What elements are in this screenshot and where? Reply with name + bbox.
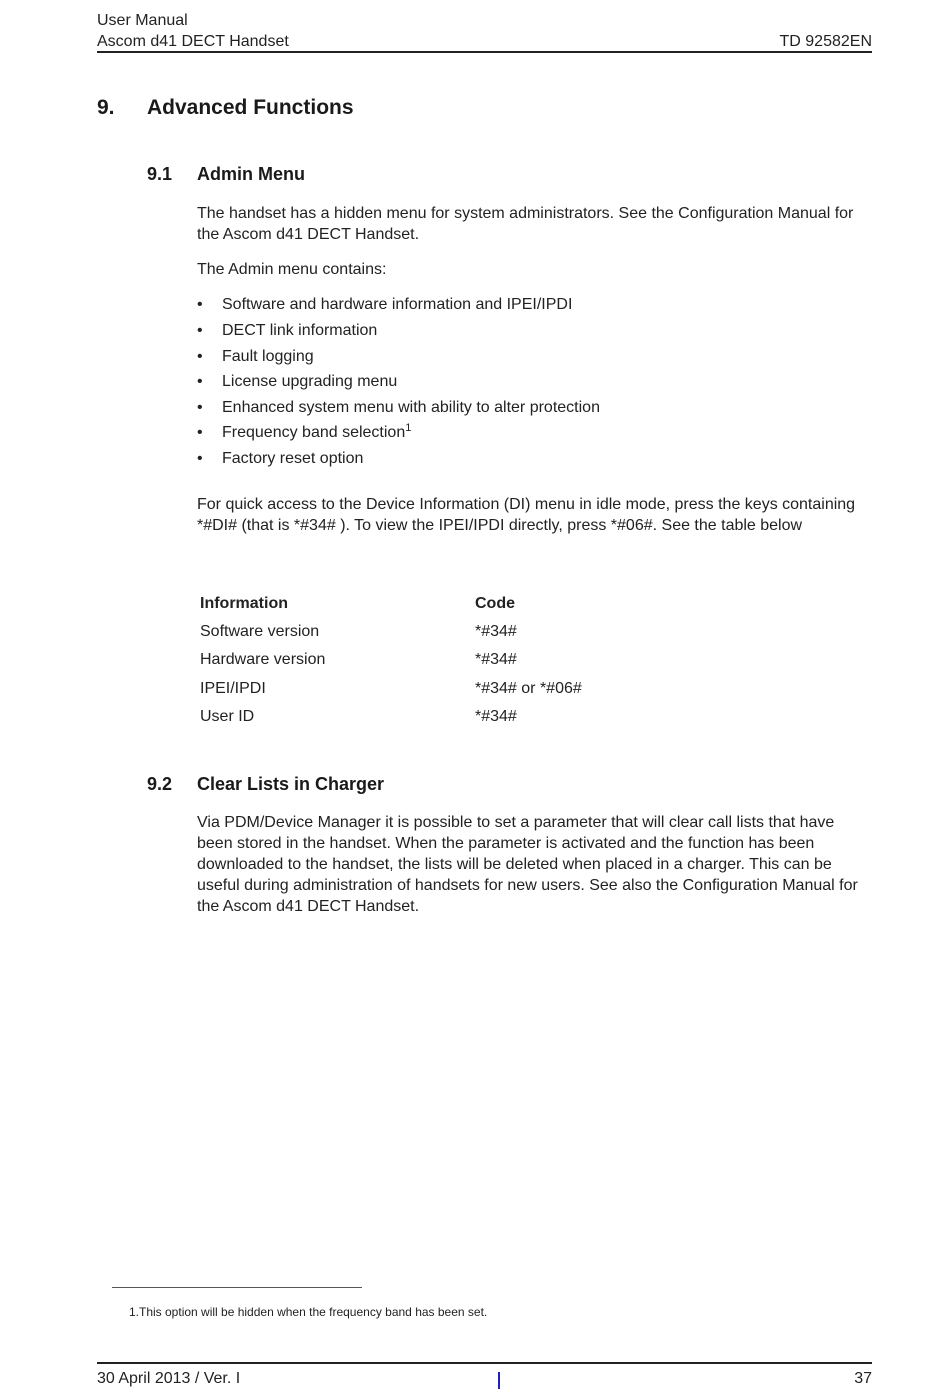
table-header-information: Information <box>200 595 288 612</box>
footnote-reference[interactable]: 1 <box>405 422 412 434</box>
section-1-list-intro: The Admin menu contains: <box>197 261 387 278</box>
footer-date-version: 30 April 2013 / Ver. I <box>97 1370 241 1387</box>
section-2-paragraph: Via PDM/Device Manager it is possible to set a parameter that will clear call lists that have been stored in the handset. When the parameter is activated and the function has been downloaded to the handset, the lists will be deleted when placed in a charger. This can be useful during administration of handsets for new users. See also the Configuration Manual for the Ascom d41 DECT Handset. <box>197 814 858 915</box>
bullet-icon: • <box>197 450 203 467</box>
header-product: Ascom d41 DECT Handset <box>97 33 289 50</box>
header-rule <box>97 51 872 53</box>
footnote-separator <box>112 1287 362 1288</box>
table-cell-code: *#34# <box>475 651 517 668</box>
footer-rule <box>97 1362 872 1364</box>
table-cell-information: IPEI/IPDI <box>200 680 266 697</box>
table-cell-code: *#34# or *#06# <box>475 680 582 697</box>
section-2-number: 9.2 <box>147 774 173 794</box>
bullet-icon: • <box>197 424 203 441</box>
section-1-number: 9.1 <box>147 164 173 184</box>
section-1-title: Admin Menu <box>197 164 305 184</box>
section-1-intro: The handset has a hidden menu for system administrators. See the Configuration Manual for the Ascom d41 DECT Handset. <box>197 205 854 243</box>
table-cell-code: *#34# <box>475 623 517 640</box>
header-title: User Manual <box>97 12 188 29</box>
text-cursor <box>498 1372 500 1389</box>
chapter-number: 9. <box>97 96 115 119</box>
table-header-code: Code <box>475 595 515 612</box>
quick-access-paragraph: For quick access to the Device Information (DI) menu in idle mode, press the keys containing *#DI# (that is *#34# ). To view the IPEI/IPDI directly, press *#06#. See the table below <box>197 496 856 534</box>
bullet-icon: • <box>197 399 203 416</box>
bullet-icon: • <box>197 296 203 313</box>
table-cell-information: Hardware version <box>200 651 326 668</box>
page-number: 37 <box>854 1370 872 1387</box>
table-cell-code: *#34# <box>475 708 517 725</box>
chapter-title: Advanced Functions <box>147 96 354 119</box>
bullet-icon: • <box>197 348 203 365</box>
bullet-icon: • <box>197 322 203 339</box>
table-cell-information: User ID <box>200 708 255 725</box>
table-cell-information: Software version <box>200 623 320 640</box>
bullet-icon: • <box>197 373 203 390</box>
section-2-title: Clear Lists in Charger <box>197 774 385 794</box>
header-doc-id: TD 92582EN <box>779 33 872 50</box>
footnote-text: 1.This option will be hidden when the frequency band has been set. <box>129 1305 488 1319</box>
